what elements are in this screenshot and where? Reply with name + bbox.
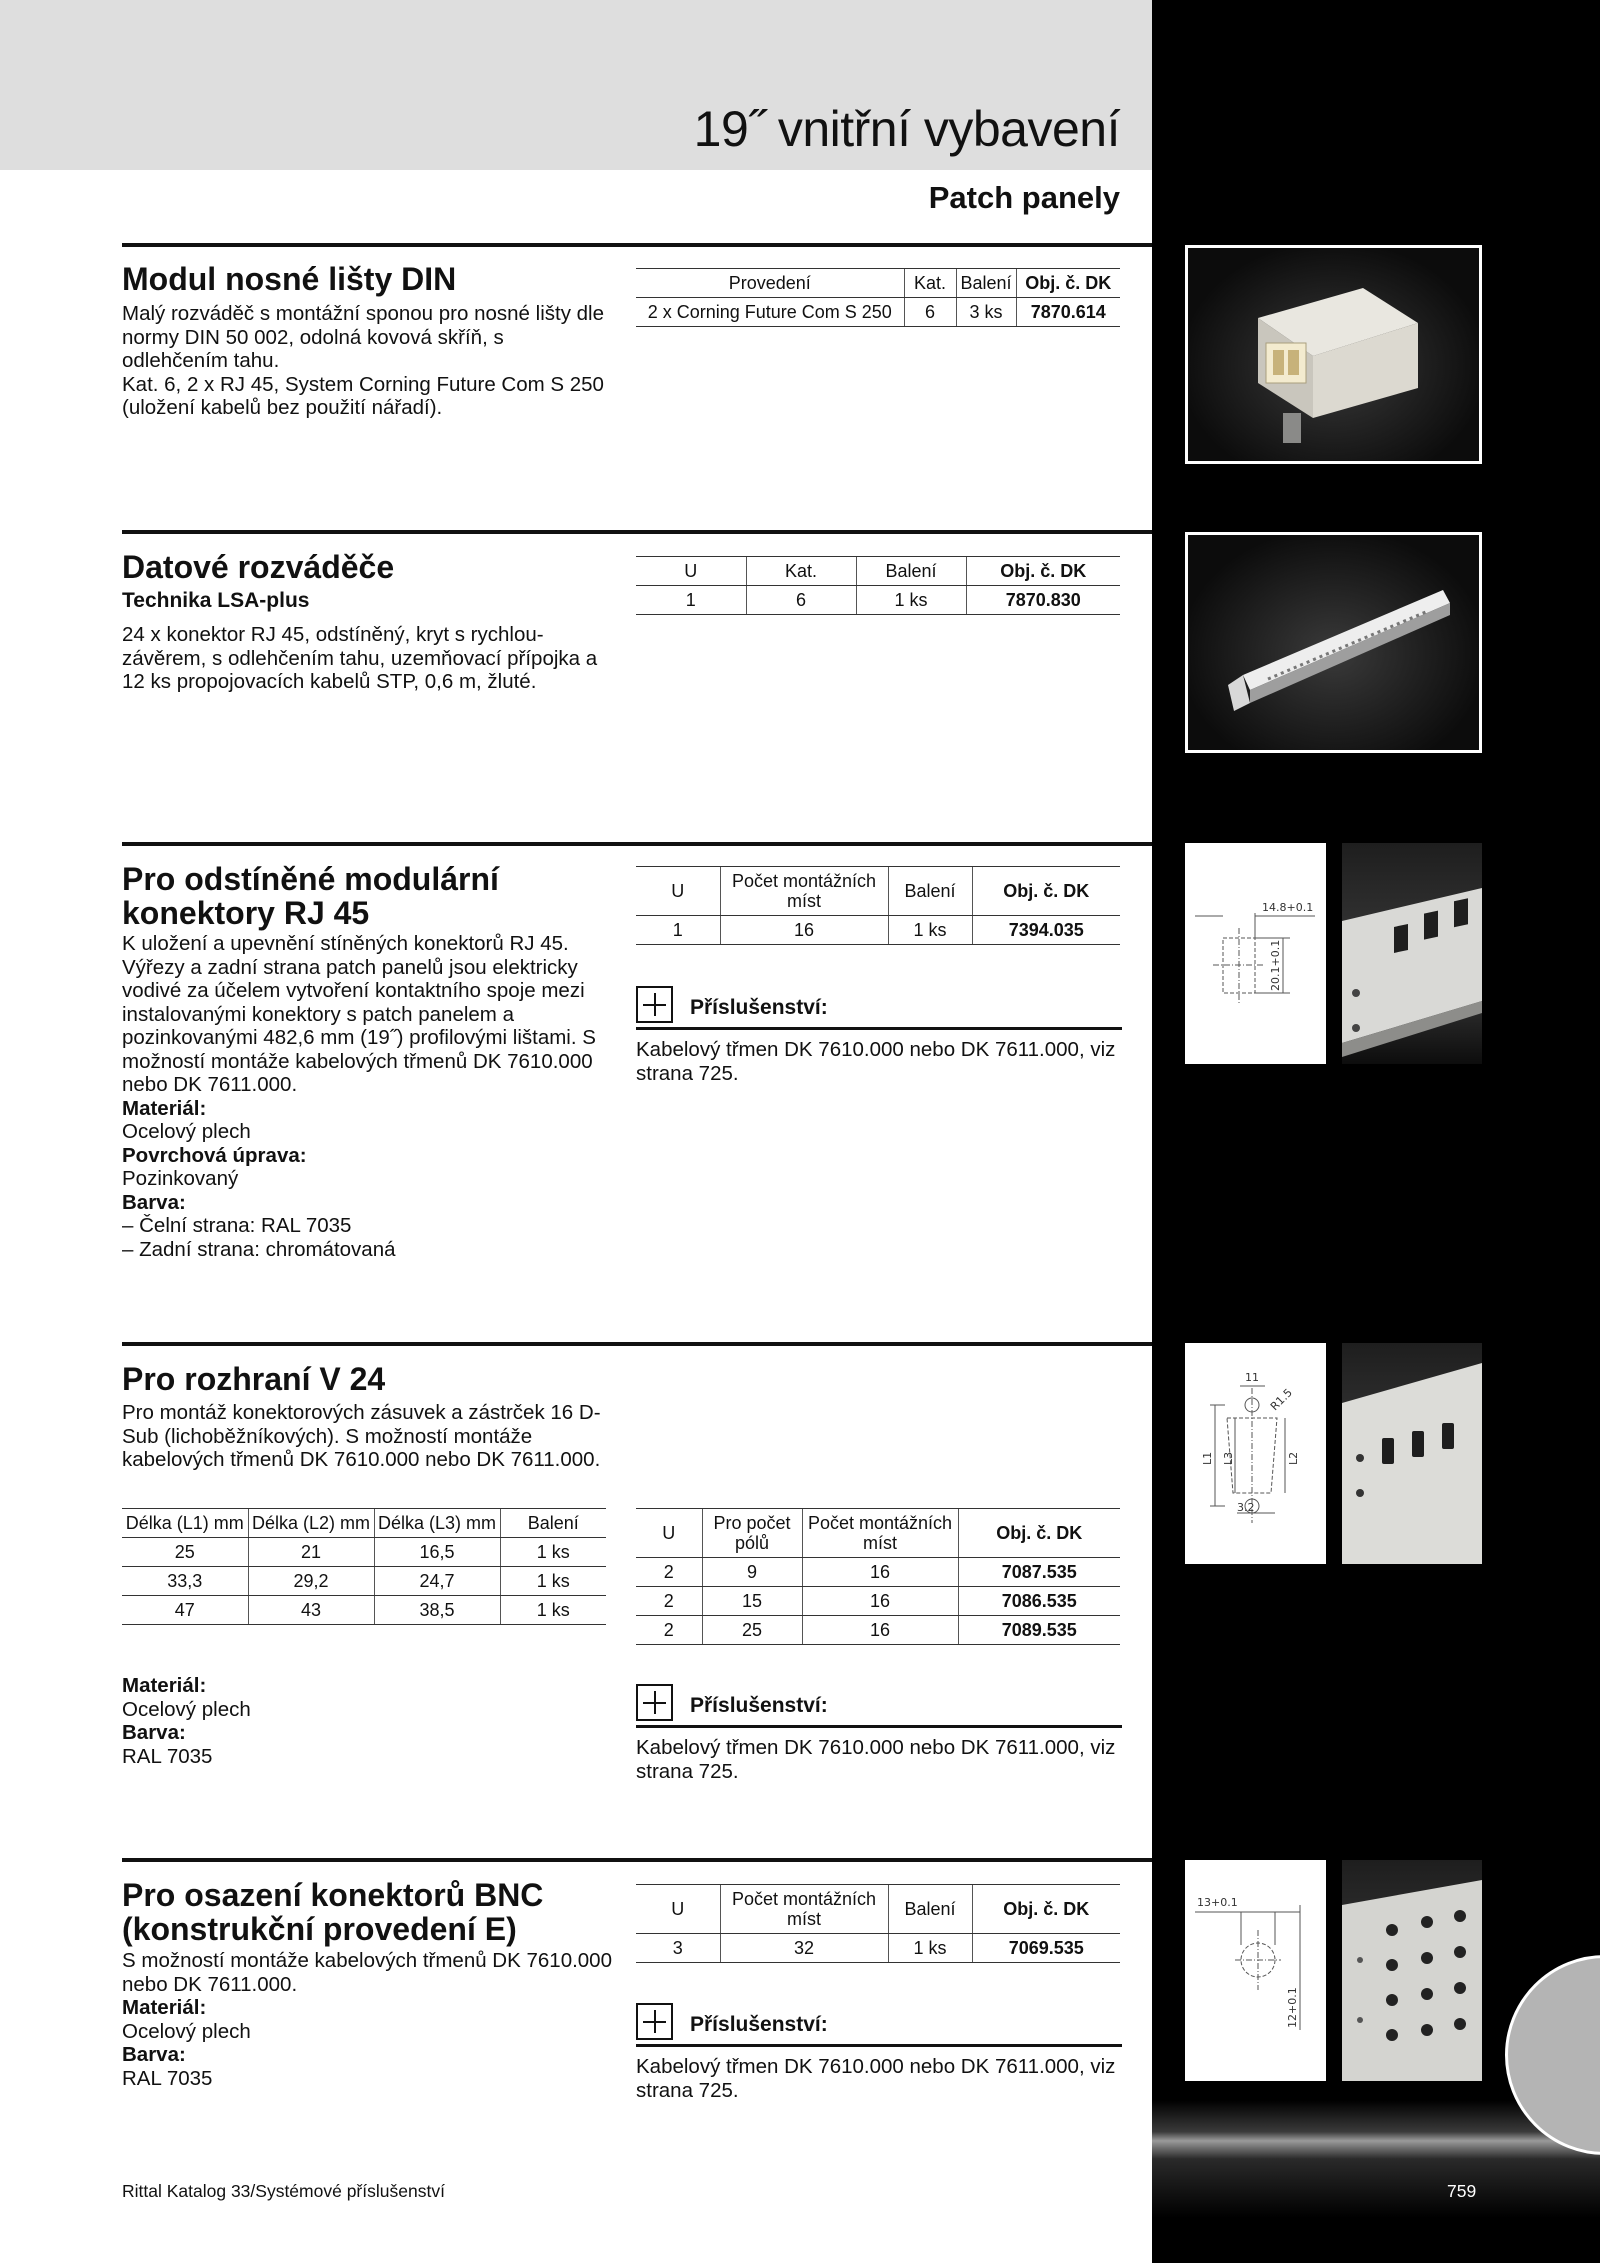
table-row <box>636 1587 1120 1616</box>
description-text: S možností montáže kabelových třmenů DK 7610.000 nebo DK 7611.000. <box>122 1949 612 1996</box>
spec-table-bnc <box>636 1884 1120 1963</box>
page-title: 19˝ vnitřní vybavení <box>693 101 1120 157</box>
dimension-label: L3 <box>1222 1451 1235 1465</box>
table-cell: 29,2 <box>248 1567 374 1596</box>
order-number: 7870.830 <box>966 586 1120 615</box>
dimension-drawing-bnc <box>1185 1860 1326 2081</box>
table-cell: 1 ks <box>500 1596 606 1625</box>
table-cell: 25 <box>122 1538 248 1567</box>
spec-table-rj45 <box>636 866 1120 945</box>
section-title-data-cabinets: Datové rozváděče <box>122 549 395 585</box>
color-label: Barva: <box>122 1190 186 1214</box>
table-cell: 2 <box>636 1587 702 1616</box>
table-cell: 1 ks <box>500 1538 606 1567</box>
table-cell: 16 <box>802 1616 958 1645</box>
section-divider <box>122 243 1152 247</box>
table-cell: 2 <box>636 1558 702 1587</box>
product-photo-rj45-panel <box>1342 843 1482 1064</box>
page-subtitle: Patch panely <box>928 180 1120 215</box>
surface-value: Pozinkovaný <box>122 1167 239 1190</box>
material-block <box>122 1674 612 1768</box>
material-value: Ocelový plech <box>122 1120 251 1143</box>
order-number: 7086.535 <box>958 1587 1120 1616</box>
table-row <box>122 1567 606 1596</box>
table-header: Balení <box>888 1885 972 1934</box>
dimension-label: 11 <box>1245 1371 1259 1384</box>
table-header: Balení <box>956 269 1016 298</box>
table-cell: 6 <box>904 298 956 327</box>
table-cell: 2 <box>636 1616 702 1645</box>
dimension-label: 12+0.1 <box>1286 1987 1299 2028</box>
section-description <box>122 302 612 420</box>
spec-table-data-cabinets <box>636 556 1120 615</box>
section-divider <box>122 1342 1152 1346</box>
order-number: 7870.614 <box>1016 298 1120 327</box>
table-cell: 1 ks <box>888 1934 972 1963</box>
section-subtitle: Technika LSA-plus <box>122 589 310 612</box>
color-value: RAL 7035 <box>122 2066 213 2090</box>
table-cell: 43 <box>248 1596 374 1625</box>
table-header: U <box>636 1885 720 1934</box>
table-cell: 15 <box>702 1587 802 1616</box>
table-header: Obj. č. DK <box>972 1885 1120 1934</box>
table-cell: 16 <box>720 916 888 945</box>
section-title-v24: Pro rozhraní V 24 <box>122 1361 386 1397</box>
order-number: 7087.535 <box>958 1558 1120 1587</box>
dimension-label: 13+0.1 <box>1197 1896 1238 1909</box>
dimension-drawing-v24 <box>1185 1343 1326 1564</box>
dimension-label: R1.5 <box>1267 1386 1295 1414</box>
dimension-drawing-rj45 <box>1185 843 1326 1064</box>
material-label: Materiál: <box>122 1996 207 2019</box>
table-cell: 38,5 <box>374 1596 500 1625</box>
table-cell: 24,7 <box>374 1567 500 1596</box>
section-title-rj45: Pro odstíněné modulární konektory RJ 45 <box>122 861 499 931</box>
table-cell: 9 <box>702 1558 802 1587</box>
table-cell: 16,5 <box>374 1538 500 1567</box>
table-cell: 16 <box>802 1587 958 1616</box>
table-row <box>122 1538 606 1567</box>
section-divider <box>122 842 1152 846</box>
product-photo-data-cabinet <box>1185 532 1482 753</box>
table-row <box>636 1558 1120 1587</box>
material-value: Ocelový plech <box>122 1697 251 1721</box>
description-text: Pro montáž konektorových zásuvek a zástrček 16 D-Sub (lichoběžníkových). S možností montáže kabelových třmenů DK 7610.000 nebo DK 7611.000. <box>122 1401 601 1471</box>
order-number: 7394.035 <box>972 916 1120 945</box>
accessory-label: Příslušenství: <box>690 2013 828 2036</box>
product-photo-v24-panel <box>1342 1343 1482 1564</box>
table-row <box>636 1934 1120 1963</box>
table-header: Obj. č. DK <box>958 1509 1120 1558</box>
dimension-label: 14.8+0.1 <box>1262 901 1314 914</box>
order-number: 7089.535 <box>958 1616 1120 1645</box>
table-header: Délka (L2) mm <box>248 1509 374 1538</box>
section-description <box>122 932 612 1261</box>
section-divider <box>122 530 1152 534</box>
accessory-header <box>636 2003 1122 2047</box>
table-cell: 1 ks <box>856 586 966 615</box>
section-divider <box>122 1858 1152 1862</box>
table-cell: 47 <box>122 1596 248 1625</box>
product-photo-bnc-panel <box>1342 1860 1482 2081</box>
table-cell: 33,3 <box>122 1567 248 1596</box>
accessory-header <box>636 986 1122 1030</box>
table-cell: 21 <box>248 1538 374 1567</box>
section-description <box>122 1949 612 2090</box>
color-list <box>122 1214 612 1261</box>
table-row <box>636 586 1120 615</box>
footer-catalog: Rittal Katalog 33/Systémové příslušenství <box>122 2181 445 2201</box>
color-label: Barva: <box>122 2043 186 2066</box>
table-row <box>636 916 1120 945</box>
material-label: Materiál: <box>122 1096 207 1120</box>
accessory-text: Kabelový třmen DK 7610.000 nebo DK 7611.000, viz strana 725. <box>636 1038 1116 1085</box>
dimension-label: 3.2 <box>1237 1501 1255 1514</box>
material-value: Ocelový plech <box>122 2019 251 2043</box>
table-header: Kat. <box>746 557 856 586</box>
patch-panel-image <box>1188 535 1479 750</box>
plus-icon <box>636 1684 673 1721</box>
table-header: Obj. č. DK <box>972 867 1120 916</box>
table-header: Balení <box>856 557 966 586</box>
table-header: Pro počet pólů <box>702 1509 802 1558</box>
table-header: U <box>636 1509 702 1558</box>
table-cell: 6 <box>746 586 856 615</box>
spec-table-din-module <box>636 268 1120 327</box>
plus-icon <box>636 986 673 1023</box>
table-header: U <box>636 557 746 586</box>
table-header: U <box>636 867 720 916</box>
table-row <box>636 298 1120 327</box>
table-cell: 32 <box>720 1934 888 1963</box>
list-item: – Zadní strana: chromátovaná <box>122 1238 612 1262</box>
accessory-label: Příslušenství: <box>690 996 828 1019</box>
dimension-label: L2 <box>1287 1451 1300 1465</box>
table-header: Provedení <box>636 269 904 298</box>
description-text: K uložení a upevnění stíněných konektorů RJ 45. Výřezy a zadní strana patch panelů jsou elektricky vodivé za účelem vytvoření kontaktního spoje mezi instalovanými konektory s patch panelem a pozinkovanými 482,6 mm (19˝) profilovými lištami. S možností montáže kabelových třmenů DK 7610.000 nebo DK 7611.000. <box>122 932 596 1096</box>
table-header: Obj. č. DK <box>966 557 1120 586</box>
table-cell: 3 <box>636 1934 720 1963</box>
accessory-text: Kabelový třmen DK 7610.000 nebo DK 7611.000, viz strana 725. <box>636 2055 1116 2102</box>
table-header: Počet montážních míst <box>802 1509 958 1558</box>
table-cell: 1 <box>636 586 746 615</box>
spec-table-v24 <box>636 1508 1120 1645</box>
page-number: 759 <box>1447 2181 1477 2201</box>
din-module-image <box>1188 248 1479 461</box>
description-text: Malý rozváděč s montážní sponou pro nosné lišty dle normy DIN 50 002, odolná kovová skříň, s odlehčením tahu. <box>122 302 605 372</box>
dimension-label: L1 <box>1201 1451 1214 1465</box>
table-header: Balení <box>888 867 972 916</box>
table-cell: 2 x Corning Future Com S 250 <box>636 298 904 327</box>
table-cell: 16 <box>802 1558 958 1587</box>
accessory-header <box>636 1684 1122 1728</box>
table-header: Počet montážních míst <box>720 867 888 916</box>
table-header: Délka (L1) mm <box>122 1509 248 1538</box>
color-label: Barva: <box>122 1721 186 1744</box>
description-text-2: Kat. 6, 2 x RJ 45, System Corning Future Com S 250 (uložení kabelů bez použití nářadí). <box>122 372 604 419</box>
list-item: – Čelní strana: RAL 7035 <box>122 1214 612 1238</box>
surface-label: Povrchová úprava: <box>122 1143 307 1167</box>
table-cell: 1 <box>636 916 720 945</box>
section-title-bnc: Pro osazení konektorů BNC (konstrukční provedení E) <box>122 1877 544 1947</box>
table-header: Obj. č. DK <box>1016 269 1120 298</box>
table-cell: 25 <box>702 1616 802 1645</box>
order-number: 7069.535 <box>972 1934 1120 1963</box>
accessory-text: Kabelový třmen DK 7610.000 nebo DK 7611.000, viz strana 725. <box>636 1736 1116 1783</box>
accessory-label: Příslušenství: <box>690 1694 828 1717</box>
length-table-v24 <box>122 1508 606 1625</box>
color-value: RAL 7035 <box>122 1744 213 1768</box>
table-header: Délka (L3) mm <box>374 1509 500 1538</box>
table-cell: 1 ks <box>500 1567 606 1596</box>
table-cell: 3 ks <box>956 298 1016 327</box>
section-title-din-module: Modul nosné lišty DIN <box>122 261 457 297</box>
table-header: Počet montážních míst <box>720 1885 888 1934</box>
table-header: Kat. <box>904 269 956 298</box>
product-photo-din-module <box>1185 245 1482 464</box>
description-text: 24 x konektor RJ 45, odstíněný, kryt s rychlouzávěrem, s odlehčením tahu, uzemňovací přípojka a 12 ks propojovacích kabelů STP, 0,6 m, žluté. <box>122 623 598 693</box>
table-cell: 1 ks <box>888 916 972 945</box>
material-label: Materiál: <box>122 1674 207 1697</box>
plus-icon <box>636 2003 673 2040</box>
table-row <box>122 1596 606 1625</box>
table-row <box>636 1616 1120 1645</box>
table-header: Balení <box>500 1509 606 1538</box>
dimension-label: 20.1+0.1 <box>1269 939 1282 991</box>
